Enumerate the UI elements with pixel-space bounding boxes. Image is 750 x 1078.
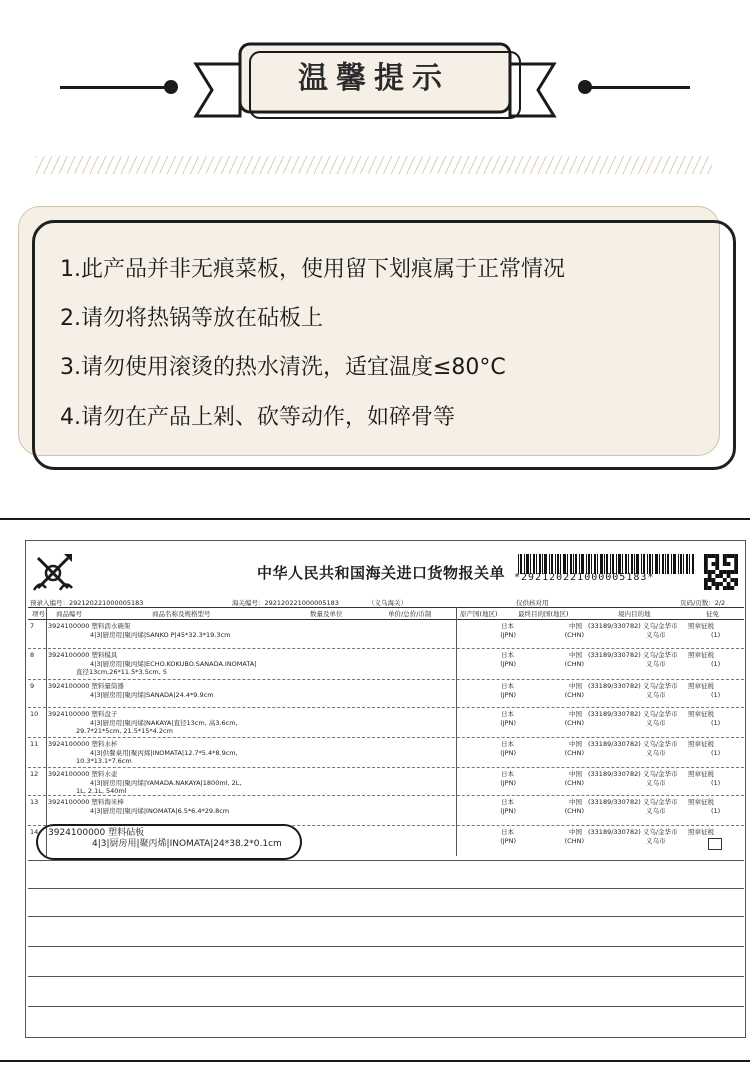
qr-module (719, 570, 723, 574)
barcode-bar (606, 554, 608, 574)
item-levy: 照章征税 (688, 798, 714, 806)
item-number: 12 (30, 770, 39, 778)
item-origin: 日本 (501, 770, 514, 778)
blank-row-line (28, 1006, 744, 1007)
qr-module (712, 562, 716, 566)
item-spec: 4|3|厨房用|聚丙烯|YAMADA.NAKAYA|1800ml, 2L, (90, 779, 242, 787)
customs-emblem-icon (30, 550, 76, 596)
barcode-bar (526, 554, 529, 574)
banner-left-line (60, 86, 170, 89)
item-domestic-city: 义乌市 (646, 807, 666, 815)
qr-module (708, 554, 712, 558)
barcode-bar (628, 554, 629, 574)
item-code-name: 3924100000 塑料盘子 (48, 710, 118, 718)
blank-row-line (28, 860, 744, 861)
banner-right-dot (578, 80, 592, 94)
barcode-bar (536, 554, 537, 574)
item-domestic-region: (33189/330782) 义乌/金华市 (588, 828, 678, 836)
barcode-bar (551, 554, 553, 574)
qr-module (727, 554, 731, 558)
blank-row-line (28, 976, 744, 977)
item-origin-code: (JPN) (500, 807, 516, 815)
item-number: 8 (30, 651, 35, 659)
item-code-name: 3924100000 塑料砧板 (48, 828, 145, 838)
item-origin: 日本 (501, 798, 514, 806)
header-dest: 最终目的国(地区) (518, 610, 569, 618)
qr-module (715, 574, 719, 578)
item-domestic-region: (33189/330782) 义乌/金华市 (588, 798, 678, 806)
qr-module (704, 582, 708, 586)
barcode-bar (655, 554, 658, 574)
item-destination-code: (CHN) (564, 749, 584, 757)
item-levy: 照章征税 (688, 682, 714, 690)
item-domestic-region: (33189/330782) 义乌/金华市 (588, 740, 678, 748)
qr-module (708, 574, 712, 578)
qr-module (730, 570, 734, 574)
item-levy-code: (1) (711, 779, 721, 787)
barcode-bar (581, 554, 584, 574)
page-info: 页码/页数：2/2 (680, 599, 726, 607)
item-destination: 中国 (569, 798, 582, 806)
item-domestic-city: 义乌市 (646, 719, 666, 727)
item-origin-code: (JPN) (500, 779, 516, 787)
item-levy-code: (1) (711, 807, 721, 815)
qr-module (704, 554, 708, 558)
header-price: 单价/总价/币制 (388, 610, 432, 618)
decorative-hatch-strip (36, 156, 712, 174)
item-spec: 4|3|厨房用|聚丙烯|ECHO.KOKUBO.SANADA.INOMATA| (90, 660, 257, 668)
item-spec-continued: 29.7*21*5cm, 21.5*15*4.2cm (76, 727, 173, 735)
item-origin: 日本 (501, 740, 514, 748)
item-code-name: 3924100000 塑料水杯 (48, 740, 118, 748)
item-levy: 照章征税 (688, 828, 714, 836)
banner-left-dot (164, 80, 178, 94)
item-origin-code: (JPN) (500, 691, 516, 699)
header-origin: 原产国(地区) (460, 610, 498, 618)
item-number: 14 (30, 828, 39, 836)
item-destination: 中国 (569, 651, 582, 659)
item-origin-code: (JPN) (500, 631, 516, 639)
qr-module (734, 582, 738, 586)
barcode-bar (692, 554, 694, 574)
item-origin-code: (JPN) (500, 749, 516, 757)
item-number: 9 (30, 682, 35, 690)
qr-module (730, 578, 734, 582)
blank-row-line (28, 946, 744, 947)
barcode-bar (520, 554, 522, 574)
banner (0, 0, 750, 140)
item-origin: 日本 (501, 651, 514, 659)
header-qty-unit: 数量及单位 (310, 610, 343, 618)
qr-module (708, 578, 712, 582)
qr-module (734, 558, 738, 562)
item-origin: 日本 (501, 622, 514, 630)
qr-module (727, 574, 731, 578)
item-destination: 中国 (569, 740, 582, 748)
item-destination: 中国 (569, 710, 582, 718)
item-domestic-city: 义乌市 (646, 691, 666, 699)
barcode-bar (575, 554, 577, 574)
barcode-bar (594, 554, 596, 574)
qr-module (727, 582, 731, 586)
barcode-bar (652, 554, 653, 574)
qr-module (734, 578, 738, 582)
item-destination-code: (CHN) (564, 660, 584, 668)
header-no: 项号 (32, 610, 45, 618)
table-row (28, 620, 744, 649)
barcode-bar (671, 554, 672, 574)
item-spec: 4|3|厨房用|聚丙烯|SANADA|24.4*9.9cm (90, 691, 214, 699)
table-row (28, 768, 744, 796)
item-number: 13 (30, 798, 39, 806)
barcode-bar (533, 554, 535, 574)
barcode-bar (641, 554, 642, 574)
item-spec-continued: 10.3*13.1*7.6cm (76, 757, 132, 765)
qr-module (723, 562, 727, 566)
barcode-bar (604, 554, 605, 574)
barcode-bar (600, 554, 603, 574)
item-levy-code: (1) (711, 749, 721, 757)
qr-module (734, 562, 738, 566)
qr-module (730, 586, 734, 590)
qr-module (704, 566, 708, 570)
barcode-bar (573, 554, 574, 574)
item-spec-continued: 直径13cm,26*11.5*3.5cm, 5 (76, 668, 167, 676)
item-origin: 日本 (501, 710, 514, 718)
item-levy-code: (1) (711, 719, 721, 727)
barcode-bar (610, 554, 611, 574)
qr-module (727, 586, 731, 590)
banner-title: 温馨提示 (298, 61, 450, 96)
qr-module (727, 570, 731, 574)
barcode-bar (673, 554, 676, 574)
blank-row-line (28, 888, 744, 889)
qr-module (708, 586, 712, 590)
notice-item-1: 1.此产品并非无痕菜板，使用留下划痕属于正常情况 (60, 257, 565, 282)
item-domestic-region: (33189/330782) 义乌/金华市 (588, 710, 678, 718)
header-code: 商品编号 (56, 610, 82, 618)
item-destination-code: (CHN) (564, 691, 584, 699)
qr-module (723, 558, 727, 562)
barcode-bar (678, 554, 679, 574)
qr-module (704, 586, 708, 590)
blank-row-line (28, 916, 744, 917)
item-origin-code: (JPN) (500, 719, 516, 727)
item-levy: 照章征税 (688, 622, 714, 630)
qr-module (704, 578, 708, 582)
item-destination-code: (CHN) (564, 837, 584, 845)
item-destination: 中国 (569, 682, 582, 690)
barcode-bar (524, 554, 525, 574)
header-name-spec: 商品名称及规格型号 (152, 610, 211, 618)
pre-entry-number: 预录入编号：292120221000005183 (30, 599, 144, 607)
barcode-bar (579, 554, 580, 574)
item-domestic-region: (33189/330782) 义乌/金华市 (588, 651, 678, 659)
barcode-bar (530, 554, 531, 574)
item-destination-code: (CHN) (564, 807, 584, 815)
barcode-bar (662, 554, 664, 574)
header-top-rule (28, 607, 744, 608)
header-region: 境内目的地 (618, 610, 651, 618)
item-destination-code: (CHN) (564, 719, 584, 727)
item-domestic-region: (33189/330782) 义乌/金华市 (588, 770, 678, 778)
item-number: 10 (30, 710, 39, 718)
qr-module (723, 570, 727, 574)
item-code-name: 3924100000 塑料沥水碗架 (48, 622, 131, 630)
item-spec: 4|3|厨房用|聚丙烯|NAKAYA|直径13cm, 高3.6cm, (90, 719, 238, 727)
notice-item-2: 2.请勿将热锅等放在砧板上 (60, 306, 323, 331)
barcode-bar (622, 554, 623, 574)
document-title: 中华人民共和国海关进口货物报关单 (256, 564, 505, 582)
highlight-oval (36, 824, 302, 860)
barcode-bar (649, 554, 651, 574)
barcode-bar (544, 554, 547, 574)
qr-module (727, 562, 731, 566)
qr-module (719, 582, 723, 586)
item-levy-code: (1) (711, 660, 721, 668)
barcode-bar (625, 554, 627, 574)
item-levy-code: (1) (711, 691, 721, 699)
barcode-bar (542, 554, 543, 574)
item-spec: 4|3|厨房用|聚丙烯|SANKO P|45*32.3*19.3cm (90, 631, 231, 639)
header-levy: 征免 (706, 610, 719, 618)
item-levy: 照章征税 (688, 651, 714, 659)
barcode-bar (555, 554, 556, 574)
qr-module (715, 562, 719, 566)
barcode-number: *292120221000005183* (514, 572, 655, 583)
qr-module (712, 554, 716, 558)
table-row (28, 708, 744, 738)
qr-module (734, 554, 738, 558)
qr-module (715, 554, 719, 558)
barcode-bar (570, 554, 572, 574)
barcode-bar (689, 554, 690, 574)
item-spec: 4|3|厨房用|聚丙烯|INOMATA|24*38.2*0.1cm (92, 839, 282, 849)
item-domestic-city: 义乌市 (646, 749, 666, 757)
barcode-bar (634, 554, 635, 574)
item-levy-code: (1) (711, 631, 721, 639)
table-row (28, 680, 744, 708)
item-code-name: 3924100000 塑料模具 (48, 651, 118, 659)
item-number: 7 (30, 622, 35, 630)
barcode-bar (643, 554, 645, 574)
barcode-bar (683, 554, 684, 574)
barcode-bar (557, 554, 559, 574)
barcode-icon (518, 554, 694, 574)
item-domestic-city: 义乌市 (646, 660, 666, 668)
item-domestic-city: 义乌市 (646, 837, 666, 845)
barcode-bar (567, 554, 568, 574)
item-levy: 照章征税 (688, 740, 714, 748)
barcode-bar (631, 554, 633, 574)
item-origin: 日本 (501, 682, 514, 690)
item-destination-code: (CHN) (564, 631, 584, 639)
barcode-bar (616, 554, 617, 574)
qr-module (723, 586, 727, 590)
barcode-bar (659, 554, 660, 574)
barcode-bar (591, 554, 592, 574)
item-destination: 中国 (569, 828, 582, 836)
barcode-bar (539, 554, 541, 574)
item-levy: 照章征税 (688, 770, 714, 778)
item-domestic-region: (33189/330782) 义乌/金华市 (588, 682, 678, 690)
barcode-bar (618, 554, 621, 574)
item-origin-code: (JPN) (500, 837, 516, 845)
barcode-bar (667, 554, 669, 574)
qr-module (712, 582, 716, 586)
usage-note: 仅供核对用 (516, 599, 549, 607)
item-destination-code: (CHN) (564, 779, 584, 787)
barcode-bar (665, 554, 666, 574)
qr-module (712, 578, 716, 582)
item-domestic-city: 义乌市 (646, 631, 666, 639)
banner-right-line (586, 86, 690, 89)
item-code-name: 3924100000 塑料淘米棒 (48, 798, 124, 806)
qr-module (719, 574, 723, 578)
qr-module (715, 582, 719, 586)
item-spec: 4|3|供餐桌用|聚丙烯|INOMATA|12.7*5.4*8.9cm, (90, 749, 238, 757)
qr-module (723, 554, 727, 558)
barcode-bar (588, 554, 590, 574)
barcode-bar (612, 554, 614, 574)
item-code-name: 3924100000 塑料量筒器 (48, 682, 124, 690)
qr-module (712, 570, 716, 574)
qr-module (708, 570, 712, 574)
customs-port: （义乌海关） (368, 599, 407, 607)
qr-module (704, 558, 708, 562)
notice-item-3: 3.请勿使用滚烫的热水清洗，适宜温度≤80°C (60, 355, 506, 380)
item-spec: 4|3|厨房用|聚丙烯|INOMATA|6.5*6.4*29.8cm (90, 807, 230, 815)
barcode-bar (636, 554, 639, 574)
qr-module (715, 566, 719, 570)
qr-module (723, 578, 727, 582)
item-spec-continued: 1L, 2.1L, 540ml (76, 787, 127, 795)
qr-module (704, 570, 708, 574)
barcode-bar (518, 554, 519, 574)
table-row (28, 796, 744, 826)
item-origin: 日本 (501, 828, 514, 836)
barcode-bar (549, 554, 550, 574)
levy-checkbox (708, 838, 722, 850)
barcode-bar (597, 554, 598, 574)
item-destination: 中国 (569, 622, 582, 630)
item-number: 11 (30, 740, 39, 748)
qr-module (715, 586, 719, 590)
barcode-bar (563, 554, 566, 574)
item-code-name: 3924100000 塑料水壶 (48, 770, 118, 778)
barcode-bar (560, 554, 561, 574)
barcode-bar (647, 554, 648, 574)
item-origin-code: (JPN) (500, 660, 516, 668)
table-row (28, 738, 744, 768)
qr-module (730, 554, 734, 558)
item-levy: 照章征税 (688, 710, 714, 718)
customs-number: 海关编号：292120221000005183 (232, 599, 339, 607)
barcode-bar (686, 554, 688, 574)
notice-item-4: 4.请勿在产品上剁、砍等动作，如碎骨等 (60, 405, 455, 430)
item-domestic-region: (33189/330782) 义乌/金华市 (588, 622, 678, 630)
qr-code-icon (704, 554, 738, 590)
item-destination: 中国 (569, 770, 582, 778)
qr-module (734, 566, 738, 570)
barcode-bar (586, 554, 587, 574)
table-row (28, 649, 744, 680)
qr-module (704, 562, 708, 566)
qr-module (715, 558, 719, 562)
barcode-bar (680, 554, 682, 574)
item-domestic-city: 义乌市 (646, 779, 666, 787)
qr-module (734, 570, 738, 574)
